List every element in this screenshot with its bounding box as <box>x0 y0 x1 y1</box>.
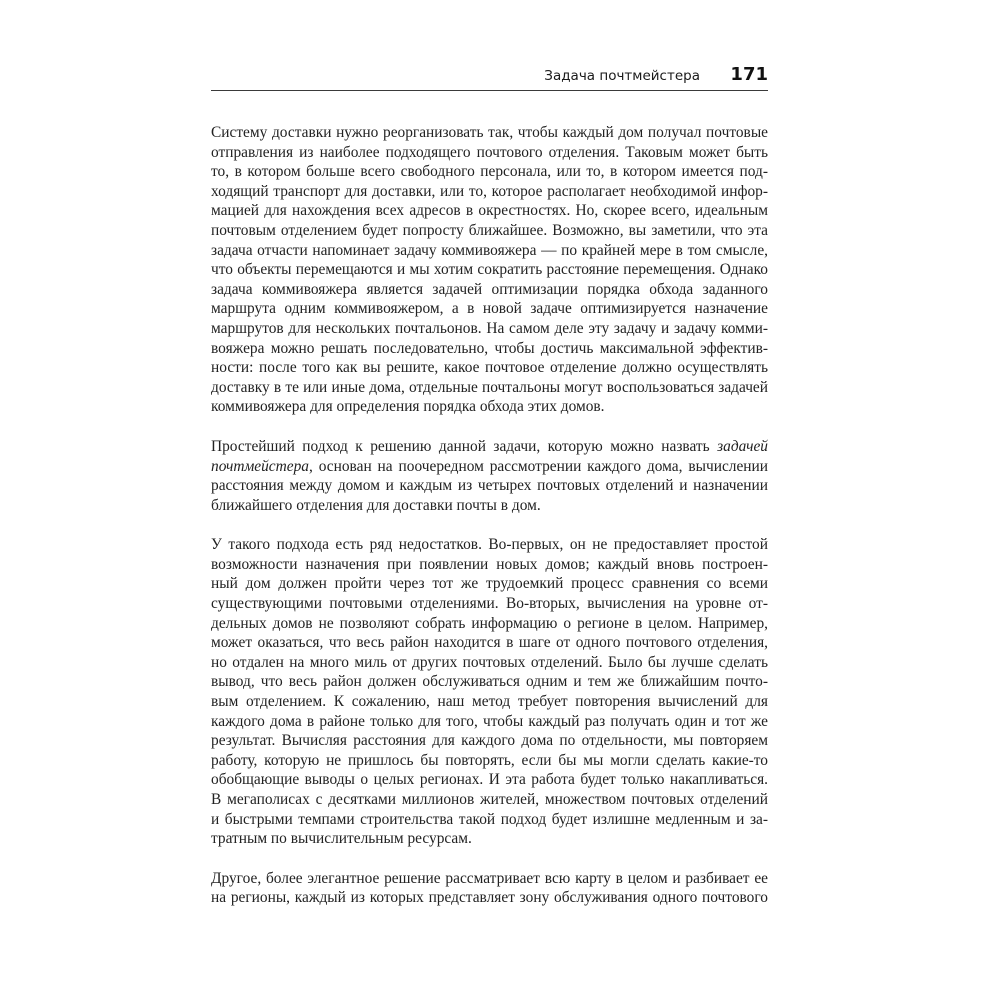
text-line: может оказаться, что весь район находится в шаге от одного почтового отделения, <box>211 634 768 652</box>
text-line: вояжера можно решать последовательно, чтобы достичь максимальной эффектив- <box>211 339 768 357</box>
text-line: маршрута одним коммивояжером, а в новой задаче оптимизируется назначение <box>211 300 768 318</box>
text-line: работу, которую не пришлось бы повторять, если бы мы могли сделать какие-то <box>211 751 768 769</box>
text-line <box>211 457 768 477</box>
text-line: каждого дома в районе только для того, чтобы каждый раз получать один и тот же <box>211 712 768 730</box>
text-line: ходящий транспорт для доставки, или то, которое располагает необходимой инфор- <box>211 182 768 200</box>
text-line: результат. Вычисляя расстояния для каждого дома по отдельности, мы повторяем <box>211 732 768 750</box>
text-line: ный дом должен пройти через тот же трудоемкий процесс сравнения со всеми <box>211 575 768 593</box>
paragraph-2 <box>211 437 768 515</box>
chapter-title: Задача почтмейстера <box>544 68 700 84</box>
italic-term: задачей <box>717 437 768 455</box>
text-line: возможности назначения при появлении новых домов; каждый вновь построен- <box>211 555 768 573</box>
text-line: существующими почтовыми отделениями. Во-вторых, вычисления на уровне от- <box>211 595 768 613</box>
text-line: В мегаполисах с десятками миллионов жителей, множеством почтовых отделений <box>211 791 768 808</box>
text-line: маршрутов для нескольких почтальонов. На самом деле эту задачу и задачу комми- <box>211 319 768 337</box>
text-line: коммивояжера для определения порядка обхода этих домов. <box>211 398 605 416</box>
text-line: то, в котором больше всего свободного персонала, или то, в котором имеется под- <box>211 163 768 181</box>
text-line: Систему доставки нужно реорганизовать так, чтобы каждый дом получал почтовые <box>211 124 768 141</box>
body-text <box>211 123 768 928</box>
text-line: задача отчасти напоминает задачу коммивояжера — по крайней мере в том смысле, <box>211 241 768 259</box>
text-line: ближайшего отделения для доставки почты в дом. <box>211 496 541 514</box>
text-line: вывод, что весь район должен обслуживаться одним и тем же ближайшим почто- <box>211 673 768 691</box>
text-line: отправления из наиболее подходящего почтового отделения. Таковым может быть <box>211 143 768 161</box>
text-line: задача коммивояжера является задачей оптимизации порядка обхода заданного <box>211 280 768 298</box>
text-line: доставку в те или иные дома, отдельные почтальоны могут воспользоваться задачей <box>211 378 768 396</box>
text-line: У такого подхода есть ряд недостатков. Во-первых, он не предоставляет простой <box>211 536 768 554</box>
text-line: тратным по вычислительным ресурсам. <box>211 830 472 848</box>
text-line: вым отделением. К сожалению, наш метод требует повторения вычислений для <box>211 693 768 711</box>
text-line: и быстрыми темпами строительства такой подход будет излишне медленным и за- <box>211 810 768 828</box>
text-line: обобщающие выводы о целых регионах. И эта работа будет только накапливаться. <box>211 771 768 789</box>
text-line: мацией для нахождения всех адресов в окрестностях. Но, скорее всего, идеальным <box>211 202 768 220</box>
text-line: почтовым отделением будет попросту ближайшее. Возможно, вы заметили, что эта <box>211 221 768 239</box>
text-line: ности: после того как вы решите, какое почтовое отделение должно осуществлять <box>211 359 768 377</box>
text-line: на регионы, каждый из которых представляет зону обслуживания одного почтового <box>211 889 768 907</box>
text-line: но отдален на много миль от других почтовых отделений. Было бы лучше сделать <box>211 653 768 671</box>
italic-term: почтмейстера <box>211 457 309 475</box>
paragraph-1 <box>211 123 768 417</box>
text-line: Другое, более элегантное решение рассматривает всю карту в целом и разбивает ее <box>211 869 768 887</box>
text-line: что объекты перемещаются и мы хотим сократить расстояние перемещения. Однако <box>211 261 768 279</box>
text-line <box>211 437 768 457</box>
running-head <box>211 62 768 91</box>
text-line: расстояния между домом и каждым из четырех почтовых отделений и назначении <box>211 477 768 495</box>
paragraph-4 <box>211 869 768 908</box>
text-line: дельных домов не позволяют собрать информацию о регионе в целом. Например, <box>211 614 768 632</box>
paragraph-3 <box>211 535 768 849</box>
text-run: Простейший подход к решению данной задачи, которую можно назвать <box>211 437 718 455</box>
text-run: , основан на поочередном рассмотрении каждого дома, вычислении <box>308 457 768 475</box>
page-number: 171 <box>730 64 768 85</box>
